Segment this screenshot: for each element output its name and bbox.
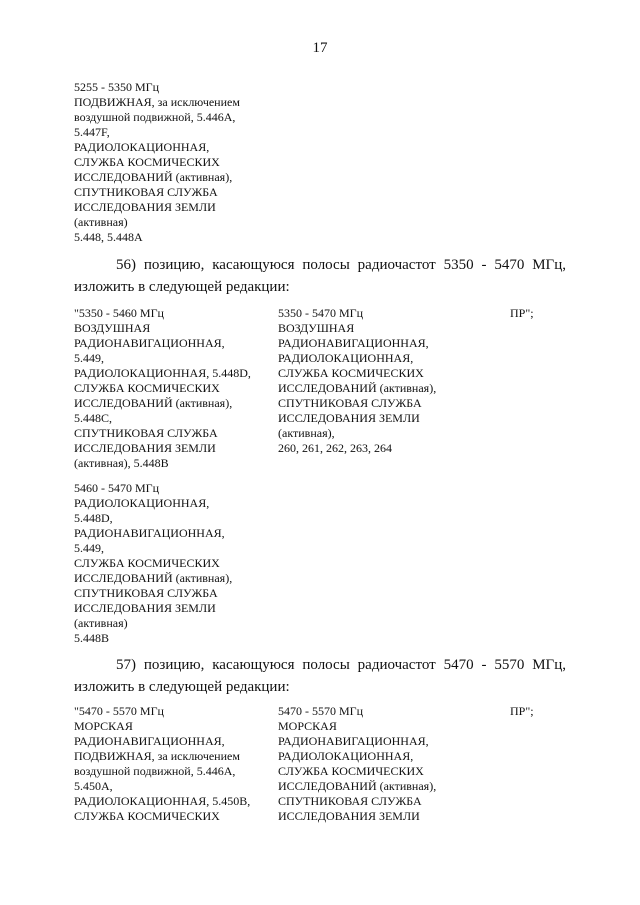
text-line: ИССЛЕДОВАНИЙ (активная),	[278, 381, 437, 395]
text-line: ИССЛЕДОВАНИЯ ЗЕМЛИ	[74, 200, 216, 214]
text-line: ИССЛЕДОВАНИЯ ЗЕМЛИ	[278, 809, 420, 823]
text-line: воздушной подвижной, 5.446А,	[74, 110, 236, 124]
text-line: (активная)	[74, 616, 128, 630]
text-line: РАДИОНАВИГАЦИОННАЯ,	[74, 526, 225, 540]
text-line: 5255 - 5350 МГц	[74, 80, 160, 94]
paragraph-line: изложить в следующей редакции:	[74, 279, 290, 295]
text-line: ИССЛЕДОВАНИЙ (активная),	[74, 396, 233, 410]
text-line: воздушной подвижной, 5.446А,	[74, 764, 236, 778]
text-line: ИССЛЕДОВАНИЙ (активная),	[74, 170, 233, 184]
text-line: МОРСКАЯ	[74, 719, 133, 733]
text-line: СПУТНИКОВАЯ СЛУЖБА	[74, 586, 218, 600]
allocation-5470-5570-middle	[278, 704, 436, 824]
paragraph-line: 57) позицию, касающуюся полосы радиочастот 5470 - 5570 МГц,	[116, 657, 566, 673]
text-line: ИССЛЕДОВАНИЯ ЗЕМЛИ	[74, 441, 216, 455]
text-line: 260, 261, 262, 263, 264	[278, 441, 392, 455]
text-line: 5.448D,	[74, 511, 113, 525]
text-line: СЛУЖБА КОСМИЧЕСКИХ	[278, 764, 424, 778]
text-line: "5470 - 5570 МГц	[74, 704, 164, 718]
text-line: 5470 - 5570 МГц	[278, 704, 364, 718]
text-line: РАДИОНАВИГАЦИОННАЯ,	[74, 336, 225, 350]
text-line: СЛУЖБА КОСМИЧЕСКИХ	[74, 809, 220, 823]
allocation-5460-5470	[74, 481, 232, 646]
text-line: СЛУЖБА КОСМИЧЕСКИХ	[74, 155, 220, 169]
text-line: ИССЛЕДОВАНИЙ (активная),	[278, 779, 437, 793]
text-line: (активная), 5.448В	[74, 456, 169, 470]
text-line: ИССЛЕДОВАНИЯ ЗЕМЛИ	[278, 411, 420, 425]
text-line: (активная)	[74, 215, 128, 229]
text-line: СПУТНИКОВАЯ СЛУЖБА	[278, 794, 422, 808]
allocation-5350-5470	[278, 306, 436, 456]
text-line: 5.448, 5.448А	[74, 230, 143, 244]
text-line: РАДИОЛОКАЦИОННАЯ, 5.450В,	[74, 794, 251, 808]
text-line: СПУТНИКОВАЯ СЛУЖБА	[74, 426, 218, 440]
text-line: ВОЗДУШНАЯ	[74, 321, 151, 335]
text-line: 5.450А,	[74, 779, 113, 793]
text-line: РАДИОЛОКАЦИОННАЯ,	[74, 140, 210, 154]
paragraph-56	[74, 254, 566, 298]
page-number: 17	[312, 40, 328, 56]
text-line: ИССЛЕДОВАНИЯ ЗЕМЛИ	[74, 601, 216, 615]
text-line: РАДИОНАВИГАЦИОННАЯ,	[74, 734, 225, 748]
text-line: ВОЗДУШНАЯ	[278, 321, 355, 335]
text-line: СПУТНИКОВАЯ СЛУЖБА	[74, 185, 218, 199]
text-line: МОРСКАЯ	[278, 719, 337, 733]
text-line: 5350 - 5470 МГц	[278, 306, 364, 320]
text-line: РАДИОЛОКАЦИОННАЯ, 5.448D,	[74, 366, 251, 380]
text-line: 5.449,	[74, 351, 104, 365]
text-line: 5.449,	[74, 541, 104, 555]
text-line: РАДИОЛОКАЦИОННАЯ,	[278, 351, 414, 365]
paragraph-line: изложить в следующей редакции:	[74, 679, 290, 695]
text-line: РАДИОНАВИГАЦИОННАЯ,	[278, 734, 429, 748]
text-line: ИССЛЕДОВАНИЙ (активная),	[74, 571, 233, 585]
text-line: 5.448С,	[74, 411, 113, 425]
allocation-5350-5460	[74, 306, 251, 471]
text-line: СЛУЖБА КОСМИЧЕСКИХ	[278, 366, 424, 380]
allocation-5470-5570-left	[74, 704, 250, 824]
suffix-pr: ПР";	[510, 306, 534, 320]
text-line: 5460 - 5470 МГц	[74, 481, 160, 495]
text-line: 5.447F,	[74, 125, 110, 139]
text-line: ПОДВИЖНАЯ, за исключением	[74, 95, 240, 109]
paragraph-line: 56) позицию, касающуюся полосы радиочастот 5350 - 5470 МГц,	[116, 257, 566, 273]
suffix-pr: ПР";	[510, 704, 534, 718]
text-line: РАДИОЛОКАЦИОННАЯ,	[74, 496, 210, 510]
text-line: РАДИОНАВИГАЦИОННАЯ,	[278, 336, 429, 350]
text-line: ПОДВИЖНАЯ, за исключением	[74, 749, 240, 763]
text-line: СЛУЖБА КОСМИЧЕСКИХ	[74, 556, 220, 570]
allocation-5255-5350	[74, 80, 240, 245]
paragraph-57	[74, 654, 566, 698]
text-line: 5.448В	[74, 631, 110, 645]
text-line: СПУТНИКОВАЯ СЛУЖБА	[278, 396, 422, 410]
text-line: "5350 - 5460 МГц	[74, 306, 164, 320]
text-line: СЛУЖБА КОСМИЧЕСКИХ	[74, 381, 220, 395]
text-line: РАДИОЛОКАЦИОННАЯ,	[278, 749, 414, 763]
text-line: (активная),	[278, 426, 335, 440]
